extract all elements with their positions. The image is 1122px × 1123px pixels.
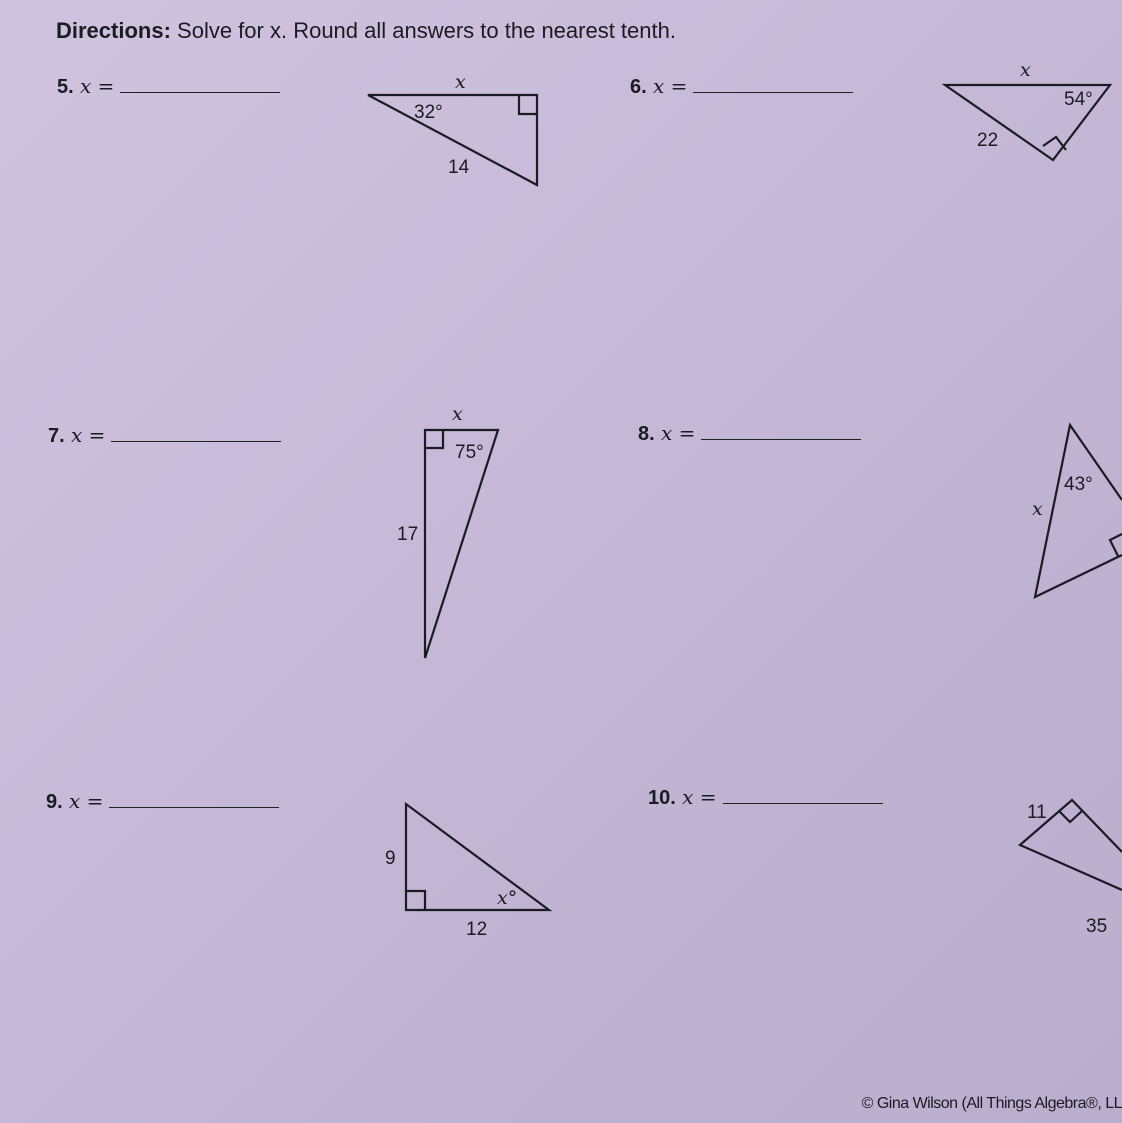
label-angle: x°	[497, 887, 518, 909]
variable: x	[661, 421, 673, 445]
equals: =	[664, 74, 688, 98]
problem-number: 5.	[57, 76, 74, 98]
problem-number: 8.	[638, 423, 655, 445]
equals: =	[82, 423, 106, 447]
variable: x	[653, 74, 665, 98]
label-side-left: 22	[977, 130, 999, 151]
label-side-left: 9	[385, 848, 396, 869]
triangle-8	[1035, 425, 1122, 597]
variable: x	[682, 785, 694, 809]
label-side-left: 17	[397, 524, 419, 545]
triangle-7	[425, 430, 498, 658]
right-angle-marker-5	[519, 95, 537, 114]
label-side-top: x	[1020, 59, 1031, 81]
variable: x	[71, 423, 83, 447]
right-angle-marker-9	[406, 891, 425, 910]
label-side-top: 11	[1027, 802, 1047, 823]
label-angle: 54°	[1064, 89, 1093, 110]
triangle-9	[406, 804, 549, 910]
label-angle: 32°	[414, 102, 443, 123]
label-side-bottom: 12	[466, 919, 488, 940]
label-side-top: x	[452, 403, 463, 425]
directions-label: Directions:	[56, 18, 171, 43]
right-angle-marker-10	[1059, 811, 1082, 822]
variable: x	[80, 74, 92, 98]
directions-text: Solve for x. Round all answers to the nearest tenth.	[170, 18, 676, 43]
equals: =	[80, 789, 104, 813]
label-angle: 43°	[1064, 474, 1093, 495]
right-angle-marker-7	[425, 430, 443, 448]
problem-number: 9.	[46, 791, 63, 813]
copyright-footer: © Gina Wilson (All Things Algebra®, LL	[861, 1095, 1122, 1112]
label-side-top: x	[455, 71, 466, 93]
label-side-bottom: 35	[1086, 916, 1108, 937]
label-side-left: x	[1032, 498, 1043, 520]
equals: =	[91, 74, 115, 98]
label-side-bottom: 14	[448, 157, 470, 178]
problem-number: 6.	[630, 76, 647, 98]
equals: =	[693, 785, 717, 809]
label-angle: 75°	[455, 442, 484, 463]
problem-number: 10.	[648, 787, 676, 809]
equals: =	[672, 421, 696, 445]
variable: x	[69, 789, 81, 813]
problem-number: 7.	[48, 425, 65, 447]
right-angle-marker-8	[1110, 534, 1122, 556]
